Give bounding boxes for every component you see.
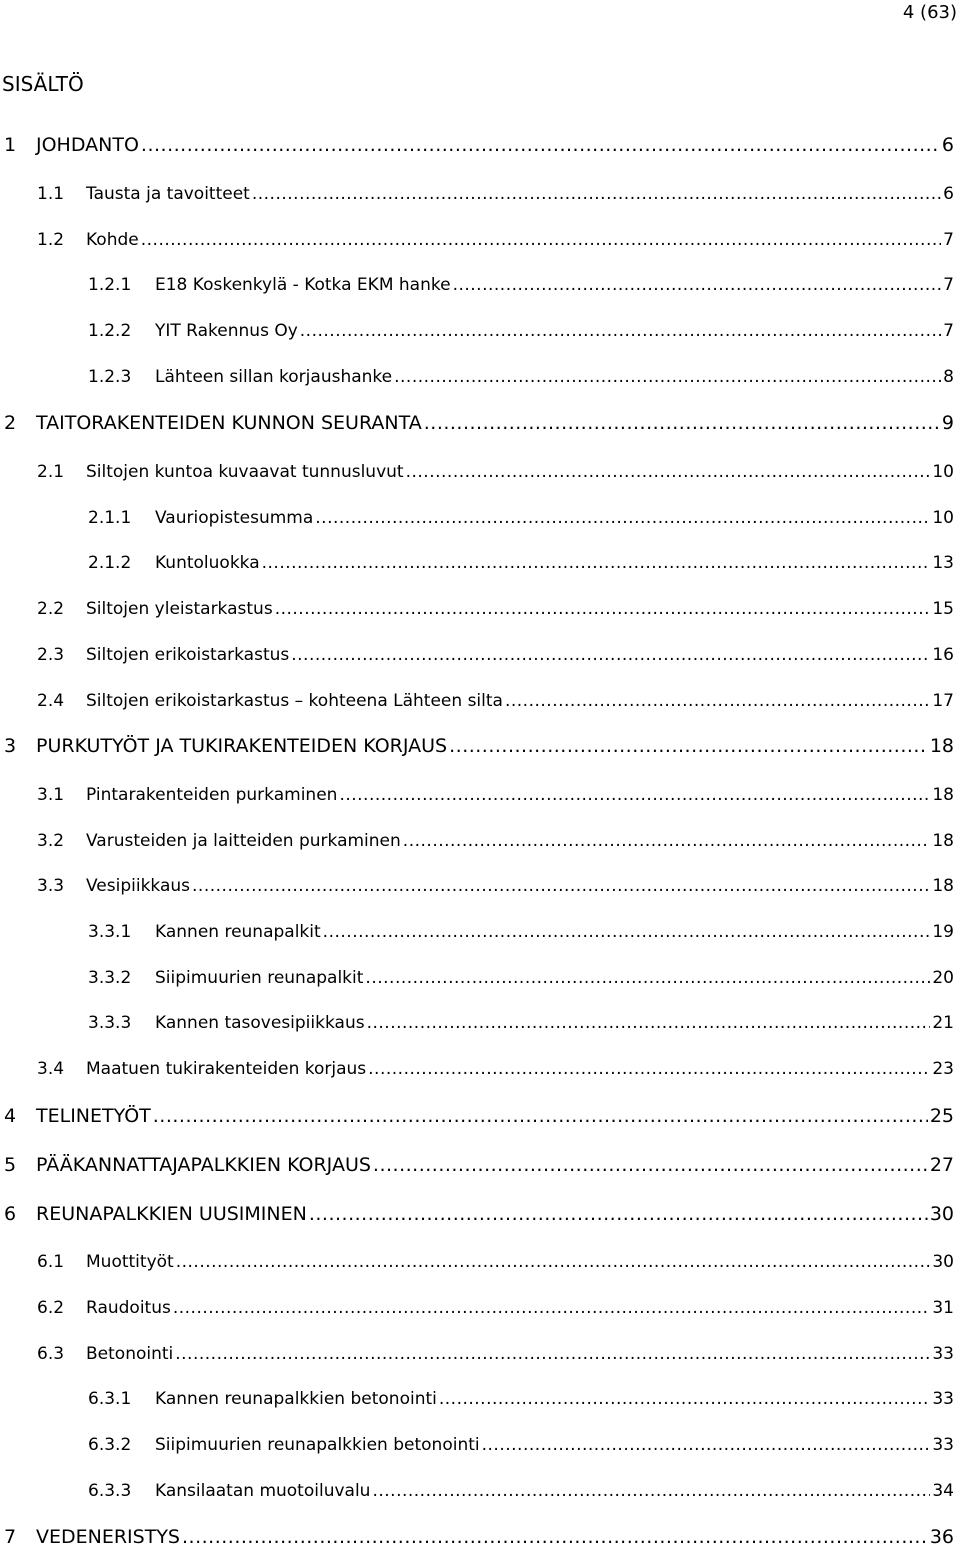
toc-entry-number: 6.1 — [37, 1252, 65, 1272]
toc-dot-leader — [252, 181, 941, 207]
toc-entry[interactable] — [88, 318, 954, 344]
toc-entry-page: 7 — [943, 275, 954, 295]
toc-entry-title: Kohde — [86, 230, 139, 250]
toc-entry-title: Pintarakenteiden purkaminen — [86, 785, 338, 805]
toc-dot-leader — [368, 1056, 930, 1082]
toc-entry-page: 7 — [943, 230, 954, 250]
toc-entry[interactable] — [37, 688, 954, 714]
toc-entry-page: 21 — [932, 1013, 954, 1033]
toc-entry-title: Siipimuurien reunapalkit — [155, 968, 364, 988]
toc-entry-number: 2.3 — [37, 645, 65, 665]
toc-dot-leader — [505, 688, 930, 714]
toc-entry[interactable] — [88, 1478, 954, 1504]
toc-entry-number: 2.2 — [37, 599, 65, 619]
toc-entry[interactable] — [37, 227, 954, 253]
toc-entry-title: E18 Koskenkylä - Kotka EKM hanke — [155, 275, 451, 295]
toc-dot-leader — [173, 1295, 931, 1321]
toc-entry[interactable] — [88, 919, 954, 945]
toc-entry[interactable] — [4, 132, 954, 158]
toc-entry-page: 6 — [943, 184, 954, 204]
toc-entry-number: 4 — [4, 1105, 17, 1127]
toc-entry-title: Tausta ja tavoitteet — [86, 184, 250, 204]
toc-entry-page: 33 — [932, 1389, 954, 1409]
toc-entry-number: 3.3.2 — [88, 968, 132, 988]
toc-entry-title: TAITORAKENTEIDEN KUNNON SEURANTA — [36, 412, 422, 434]
toc-entry-number: 2 — [4, 412, 17, 434]
toc-dot-leader — [153, 1103, 928, 1129]
toc-dot-leader — [192, 873, 930, 899]
toc-entry-number: 2.4 — [37, 691, 65, 711]
toc-entry-number: 6.3.2 — [88, 1435, 132, 1455]
toc-dot-leader — [175, 1341, 930, 1367]
toc-entry[interactable] — [88, 1432, 954, 1458]
toc-dot-leader — [300, 318, 941, 344]
toc-dot-leader — [275, 596, 931, 622]
toc-entry-page: 33 — [932, 1344, 954, 1364]
toc-entry-page: 30 — [929, 1203, 954, 1225]
toc-dot-leader — [403, 828, 931, 854]
toc-entry[interactable] — [4, 1201, 954, 1227]
toc-entry-title: Varusteiden ja laitteiden purkaminen — [86, 831, 401, 851]
toc-entry-title: Betonointi — [86, 1344, 174, 1364]
toc-entry-number: 7 — [4, 1526, 17, 1548]
toc-entry-page: 6 — [941, 134, 954, 156]
toc-entry[interactable] — [4, 1524, 954, 1550]
toc-entry-title: REUNAPALKKIEN UUSIMINEN — [36, 1203, 307, 1225]
toc-entry-title: Lähteen sillan korjaushanke — [155, 367, 393, 387]
toc-entry-title: Siltojen erikoistarkastus – kohteena Lähteen silta — [86, 691, 503, 711]
toc-dot-leader — [315, 505, 930, 531]
toc-entry-number: 1.1 — [37, 184, 65, 204]
toc-entry-number: 6.2 — [37, 1298, 65, 1318]
toc-entry-title: JOHDANTO — [36, 134, 139, 156]
toc-entry[interactable] — [37, 873, 954, 899]
toc-dot-leader — [323, 919, 931, 945]
toc-entry-number: 1.2 — [37, 230, 65, 250]
toc-dot-leader — [394, 364, 941, 390]
toc-entry-number: 3.3 — [37, 876, 65, 896]
toc-entry-page: 23 — [932, 1059, 954, 1079]
toc-entry[interactable] — [88, 1386, 954, 1412]
toc-title: SISÄLTÖ — [2, 72, 84, 96]
toc-entry-page: 27 — [929, 1154, 954, 1176]
toc-dot-leader — [291, 642, 930, 668]
toc-dot-leader — [309, 1201, 928, 1227]
toc-entry[interactable] — [88, 505, 954, 531]
toc-entry-page: 18 — [932, 876, 954, 896]
toc-entry-title: Kannen tasovesipiikkaus — [155, 1013, 365, 1033]
toc-entry-page: 31 — [932, 1298, 954, 1318]
toc-dot-leader — [439, 1386, 931, 1412]
toc-entry-page: 7 — [943, 321, 954, 341]
toc-entry-number: 1 — [4, 134, 17, 156]
toc-entry[interactable] — [37, 1056, 954, 1082]
toc-entry[interactable] — [37, 782, 954, 808]
toc-entry-page: 8 — [943, 367, 954, 387]
toc-entry-page: 13 — [932, 553, 954, 573]
toc-entry-number: 3.4 — [37, 1059, 65, 1079]
toc-entry-page: 18 — [932, 831, 954, 851]
toc-entry[interactable] — [37, 1341, 954, 1367]
toc-entry-page: 16 — [932, 645, 954, 665]
toc-dot-leader — [365, 965, 930, 991]
toc-dot-leader — [176, 1249, 931, 1275]
toc-entry-page: 36 — [929, 1526, 954, 1548]
toc-dot-leader — [424, 410, 940, 436]
toc-entry-title: YIT Rakennus Oy — [155, 321, 298, 341]
toc-entry-number: 3.3.3 — [88, 1013, 132, 1033]
toc-entry-number: 3.3.1 — [88, 922, 132, 942]
toc-entry[interactable] — [37, 828, 954, 854]
toc-entry-number: 2.1 — [37, 462, 65, 482]
toc-entry-title: Vesipiikkaus — [86, 876, 191, 896]
toc-entry-number: 1.2.3 — [88, 367, 132, 387]
toc-entry-number: 1.2.1 — [88, 275, 132, 295]
toc-entry-number: 3.2 — [37, 831, 65, 851]
toc-dot-leader — [141, 132, 940, 158]
toc-entry-page: 10 — [932, 462, 954, 482]
toc-entry-title: VEDENERISTYS — [36, 1526, 180, 1548]
toc-entry-title: Muottityöt — [86, 1252, 174, 1272]
toc-entry[interactable] — [37, 181, 954, 207]
toc-entry-title: Kansilaatan muotoiluvalu — [155, 1481, 371, 1501]
toc-entry-page: 18 — [932, 785, 954, 805]
toc-dot-leader — [449, 733, 928, 759]
toc-entry-page: 10 — [932, 508, 954, 528]
toc-entry[interactable] — [37, 1295, 954, 1321]
toc-entry-number: 6.3 — [37, 1344, 65, 1364]
toc-dot-leader — [182, 1524, 928, 1550]
toc-entry[interactable] — [37, 459, 954, 485]
toc-dot-leader — [482, 1432, 931, 1458]
toc-dot-leader — [373, 1152, 928, 1178]
toc-entry-number: 1.2.2 — [88, 321, 132, 341]
toc-entry-title: Kuntoluokka — [155, 553, 260, 573]
toc-entry-title: Siipimuurien reunapalkkien betonointi — [155, 1435, 480, 1455]
toc-entry[interactable] — [88, 272, 954, 298]
toc-entry-page: 15 — [932, 599, 954, 619]
toc-entry-number: 3 — [4, 735, 17, 757]
toc-entry-page: 20 — [932, 968, 954, 988]
toc-entry-page: 18 — [929, 735, 954, 757]
toc-entry-title: Siltojen erikoistarkastus — [86, 645, 290, 665]
toc-entry-title: Raudoitus — [86, 1298, 171, 1318]
toc-entry-title: Vauriopistesumma — [155, 508, 314, 528]
toc-entry-number: 6.3.3 — [88, 1481, 132, 1501]
toc-entry[interactable] — [37, 642, 954, 668]
toc-entry-title: PÄÄKANNATTAJAPALKKIEN KORJAUS — [36, 1154, 371, 1176]
toc-entry-number: 3.1 — [37, 785, 65, 805]
toc-dot-leader — [453, 272, 942, 298]
toc-entry-title: TELINETYÖT — [36, 1105, 151, 1127]
toc-entry-page: 30 — [932, 1252, 954, 1272]
toc-entry[interactable] — [88, 965, 954, 991]
toc-dot-leader — [141, 227, 941, 253]
toc-entry[interactable] — [4, 1103, 954, 1129]
toc-entry-title: Maatuen tukirakenteiden korjaus — [86, 1059, 367, 1079]
toc-entry-title: Siltojen kuntoa kuvaavat tunnusluvut — [86, 462, 404, 482]
toc-entry[interactable] — [4, 733, 954, 759]
toc-entry-page: 17 — [932, 691, 954, 711]
toc-entry-page: 19 — [932, 922, 954, 942]
toc-entry-number: 6 — [4, 1203, 17, 1225]
toc-dot-leader — [367, 1010, 931, 1036]
toc-dot-leader — [339, 782, 930, 808]
toc-entry-number: 5 — [4, 1154, 17, 1176]
toc-entry-title: Siltojen yleistarkastus — [86, 599, 273, 619]
toc-entry-page: 33 — [932, 1435, 954, 1455]
toc-entry[interactable] — [88, 550, 954, 576]
toc-entry[interactable] — [88, 1010, 954, 1036]
toc-entry-number: 2.1.1 — [88, 508, 132, 528]
toc-entry-page: 25 — [929, 1105, 954, 1127]
toc-entry[interactable] — [4, 1152, 954, 1178]
toc-entry-page: 9 — [941, 412, 954, 434]
toc-dot-leader — [406, 459, 931, 485]
page-number: 4 (63) — [902, 2, 957, 23]
toc-dot-leader — [262, 550, 931, 576]
toc-entry[interactable] — [37, 596, 954, 622]
toc-entry[interactable] — [4, 410, 954, 436]
toc-entry[interactable] — [88, 364, 954, 390]
toc-entry-title: Kannen reunapalkit — [155, 922, 321, 942]
toc-dot-leader — [372, 1478, 930, 1504]
toc-entry-title: Kannen reunapalkkien betonointi — [155, 1389, 437, 1409]
toc-entry-title: PURKUTYÖT JA TUKIRAKENTEIDEN KORJAUS — [36, 735, 448, 757]
toc-entry-number: 6.3.1 — [88, 1389, 132, 1409]
toc-entry-page: 34 — [932, 1481, 954, 1501]
toc-entry-number: 2.1.2 — [88, 553, 132, 573]
toc-entry[interactable] — [37, 1249, 954, 1275]
